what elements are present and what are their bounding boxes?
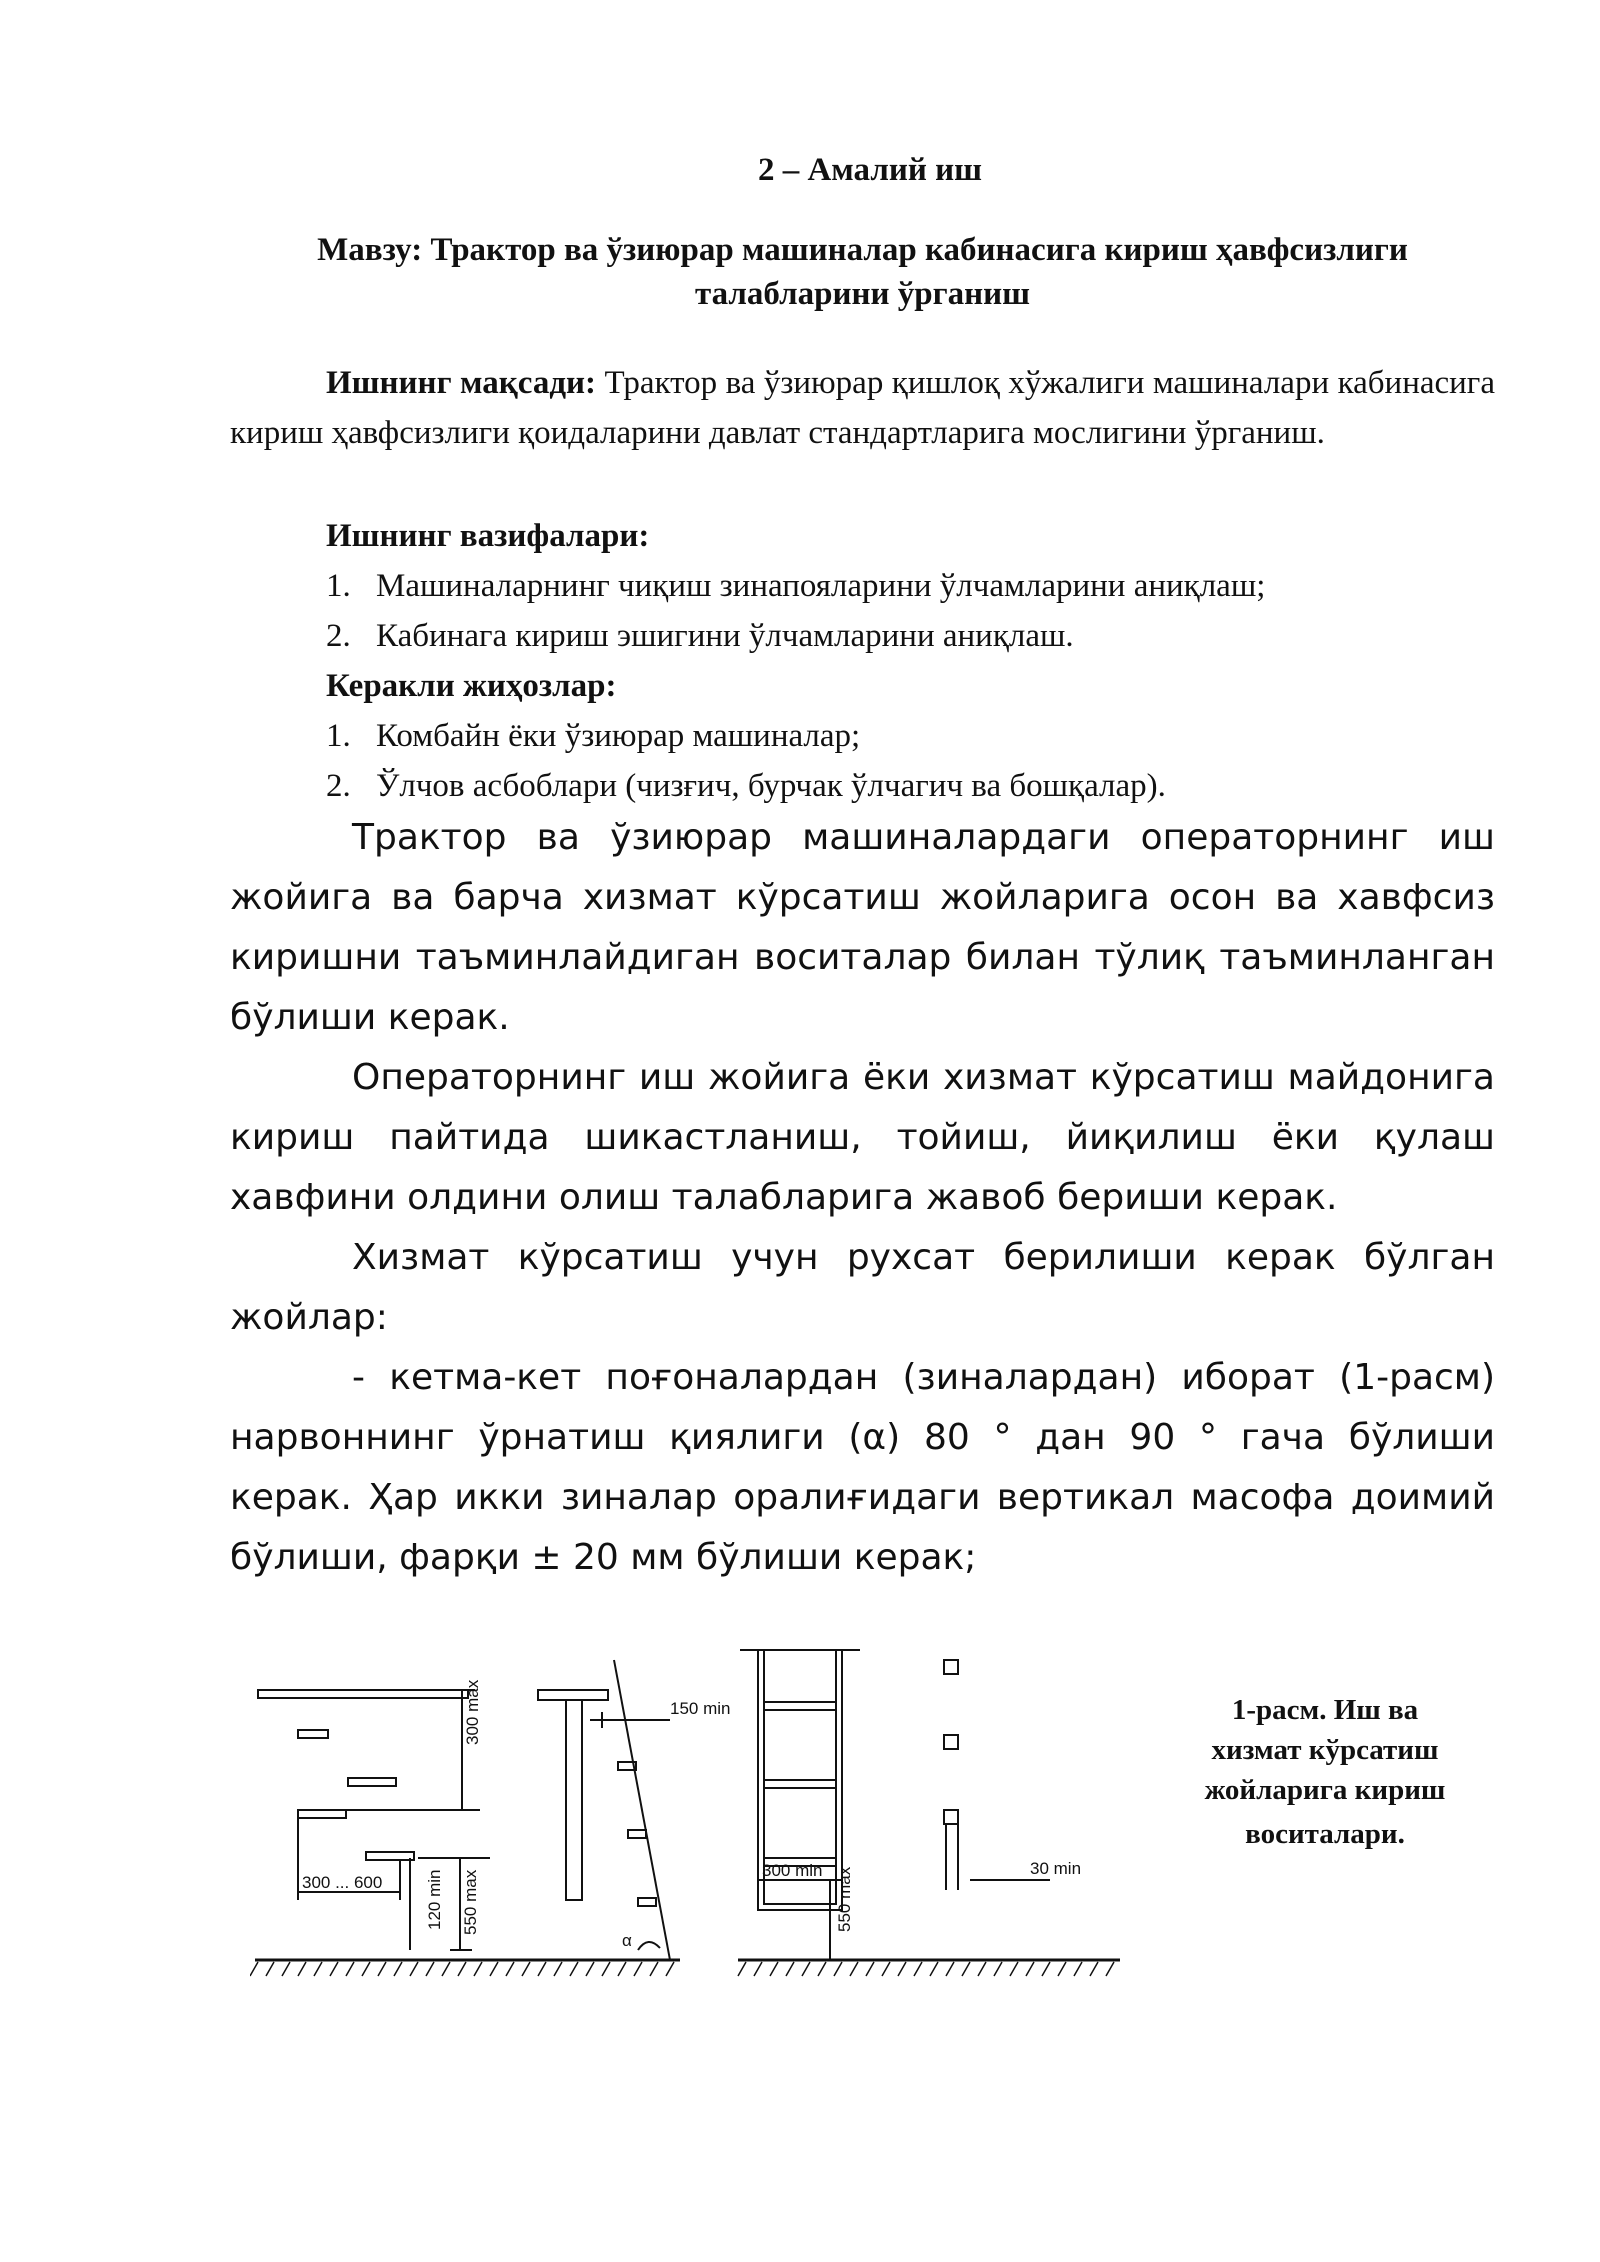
goal-label: Ишнинг мақсади: <box>326 365 597 401</box>
goal-text: Трактор ва ўзиюрар қишлоқ хўжалиги машиналари кабинасига кириш ҳавфсизлиги қоидаларини давлат стандартларига мослигини ўрганиш. <box>230 365 1495 451</box>
list-item-text: Кабинага кириш эшигини ўлчамларини аниқлаш. <box>376 618 1074 654</box>
figure-caption <box>1160 1690 1490 1854</box>
step <box>298 1730 328 1738</box>
rung <box>764 1702 836 1710</box>
topic-line-2: талабларини ўрганиш <box>695 276 1030 312</box>
step <box>638 1898 656 1906</box>
platform-top <box>258 1690 468 1698</box>
rung-section <box>944 1735 958 1749</box>
topic-line-1: Мавзу: Трактор ва ўзиюрар машиналар кабинасига кириш ҳавфсизлиги <box>317 232 1408 268</box>
rung-section <box>944 1660 958 1674</box>
list-item-number: 2. <box>326 768 351 804</box>
rung-section <box>944 1810 958 1824</box>
step <box>348 1778 396 1786</box>
list-item-number: 1. <box>326 718 351 754</box>
tasks-label: Ишнинг вазифалари: <box>326 518 650 554</box>
tasks-section <box>230 511 1495 811</box>
rung <box>764 1780 836 1788</box>
list-item <box>230 761 1495 811</box>
page-title: 2 – Амалий иш <box>757 152 983 188</box>
dim-150min: 150 min <box>670 1699 731 1718</box>
dim-300min: 300 min <box>762 1861 823 1880</box>
body-paragraph: Хизмат кўрсатиш учун рухсат берилиши керак бўлган жойлар: <box>230 1237 1495 1338</box>
step <box>366 1852 414 1860</box>
angle-alpha: α <box>622 1931 632 1950</box>
dim-30min: 30 min <box>1030 1859 1082 1878</box>
caption-line: хизмат кўрсатиш <box>1211 1734 1439 1766</box>
body-paragraph: Трактор ва ўзиюрар машиналардаги операторнинг иш жойига ва барча хизмат кўрсатиш жойларига осон ва хавфсиз киришни таъминлайдиган воситалар билан тўлиқ таъминланган бўлиши керак. <box>230 817 1495 1038</box>
list-item-text: Машиналарнинг чиқиш зинапояларини ўлчамларини аниқлаш; <box>376 568 1266 604</box>
caption-line: 1-расм. Иш ва <box>1231 1694 1419 1726</box>
step <box>628 1830 646 1838</box>
equipment-label: Керакли жиҳозлар: <box>326 668 617 704</box>
list-item-text: Комбайн ёки ўзиюрар машиналар; <box>376 718 861 754</box>
list-item <box>230 711 1495 761</box>
figure-access-means <box>250 1630 1130 2010</box>
list-item-number: 2. <box>326 618 351 654</box>
caption-line: жойларига кириш <box>1204 1774 1446 1806</box>
platform-top <box>538 1690 608 1700</box>
body-text <box>230 808 1495 1588</box>
dim-550max-a: 550 max <box>461 1869 480 1935</box>
dim-550max-b: 550 max <box>835 1866 854 1932</box>
goal-paragraph <box>230 358 1495 458</box>
ladder-diagram <box>250 1630 1130 2010</box>
list-item-number: 1. <box>326 568 351 604</box>
list-item <box>230 561 1495 611</box>
list-item <box>230 611 1495 661</box>
caption-line: воситалари. <box>1245 1818 1405 1850</box>
dim-300max: 300 max <box>463 1679 482 1745</box>
dim-120min: 120 min <box>425 1869 444 1930</box>
step <box>298 1810 346 1818</box>
dim-300-600: 300 ... 600 <box>302 1873 383 1892</box>
topic-heading <box>230 228 1495 316</box>
ladder-post <box>566 1700 582 1900</box>
body-paragraph: Операторнинг иш жойига ёки хизмат кўрсатиш майдонига кириш пайтида шикастланиш, тойиш, йиқилиш ёки қулаш хавфини олдини олиш талабларига жавоб бериши керак. <box>230 1057 1495 1218</box>
body-paragraph: - кетма-кет поғоналардан (зиналардан) иборат (1-расм) нарвоннинг ўрнатиш қиялиги (α) 80 ° дан 90 ° гача бўлиши керак. Ҳар икки зиналар оралиғидаги вертикал масофа доимий бўлиши, фарқи ± 20 мм бўлиши керак; <box>230 1357 1495 1578</box>
list-item-text: Ўлчов асбоблари (чизғич, бурчак ўлчагич ва бошқалар). <box>376 768 1166 804</box>
